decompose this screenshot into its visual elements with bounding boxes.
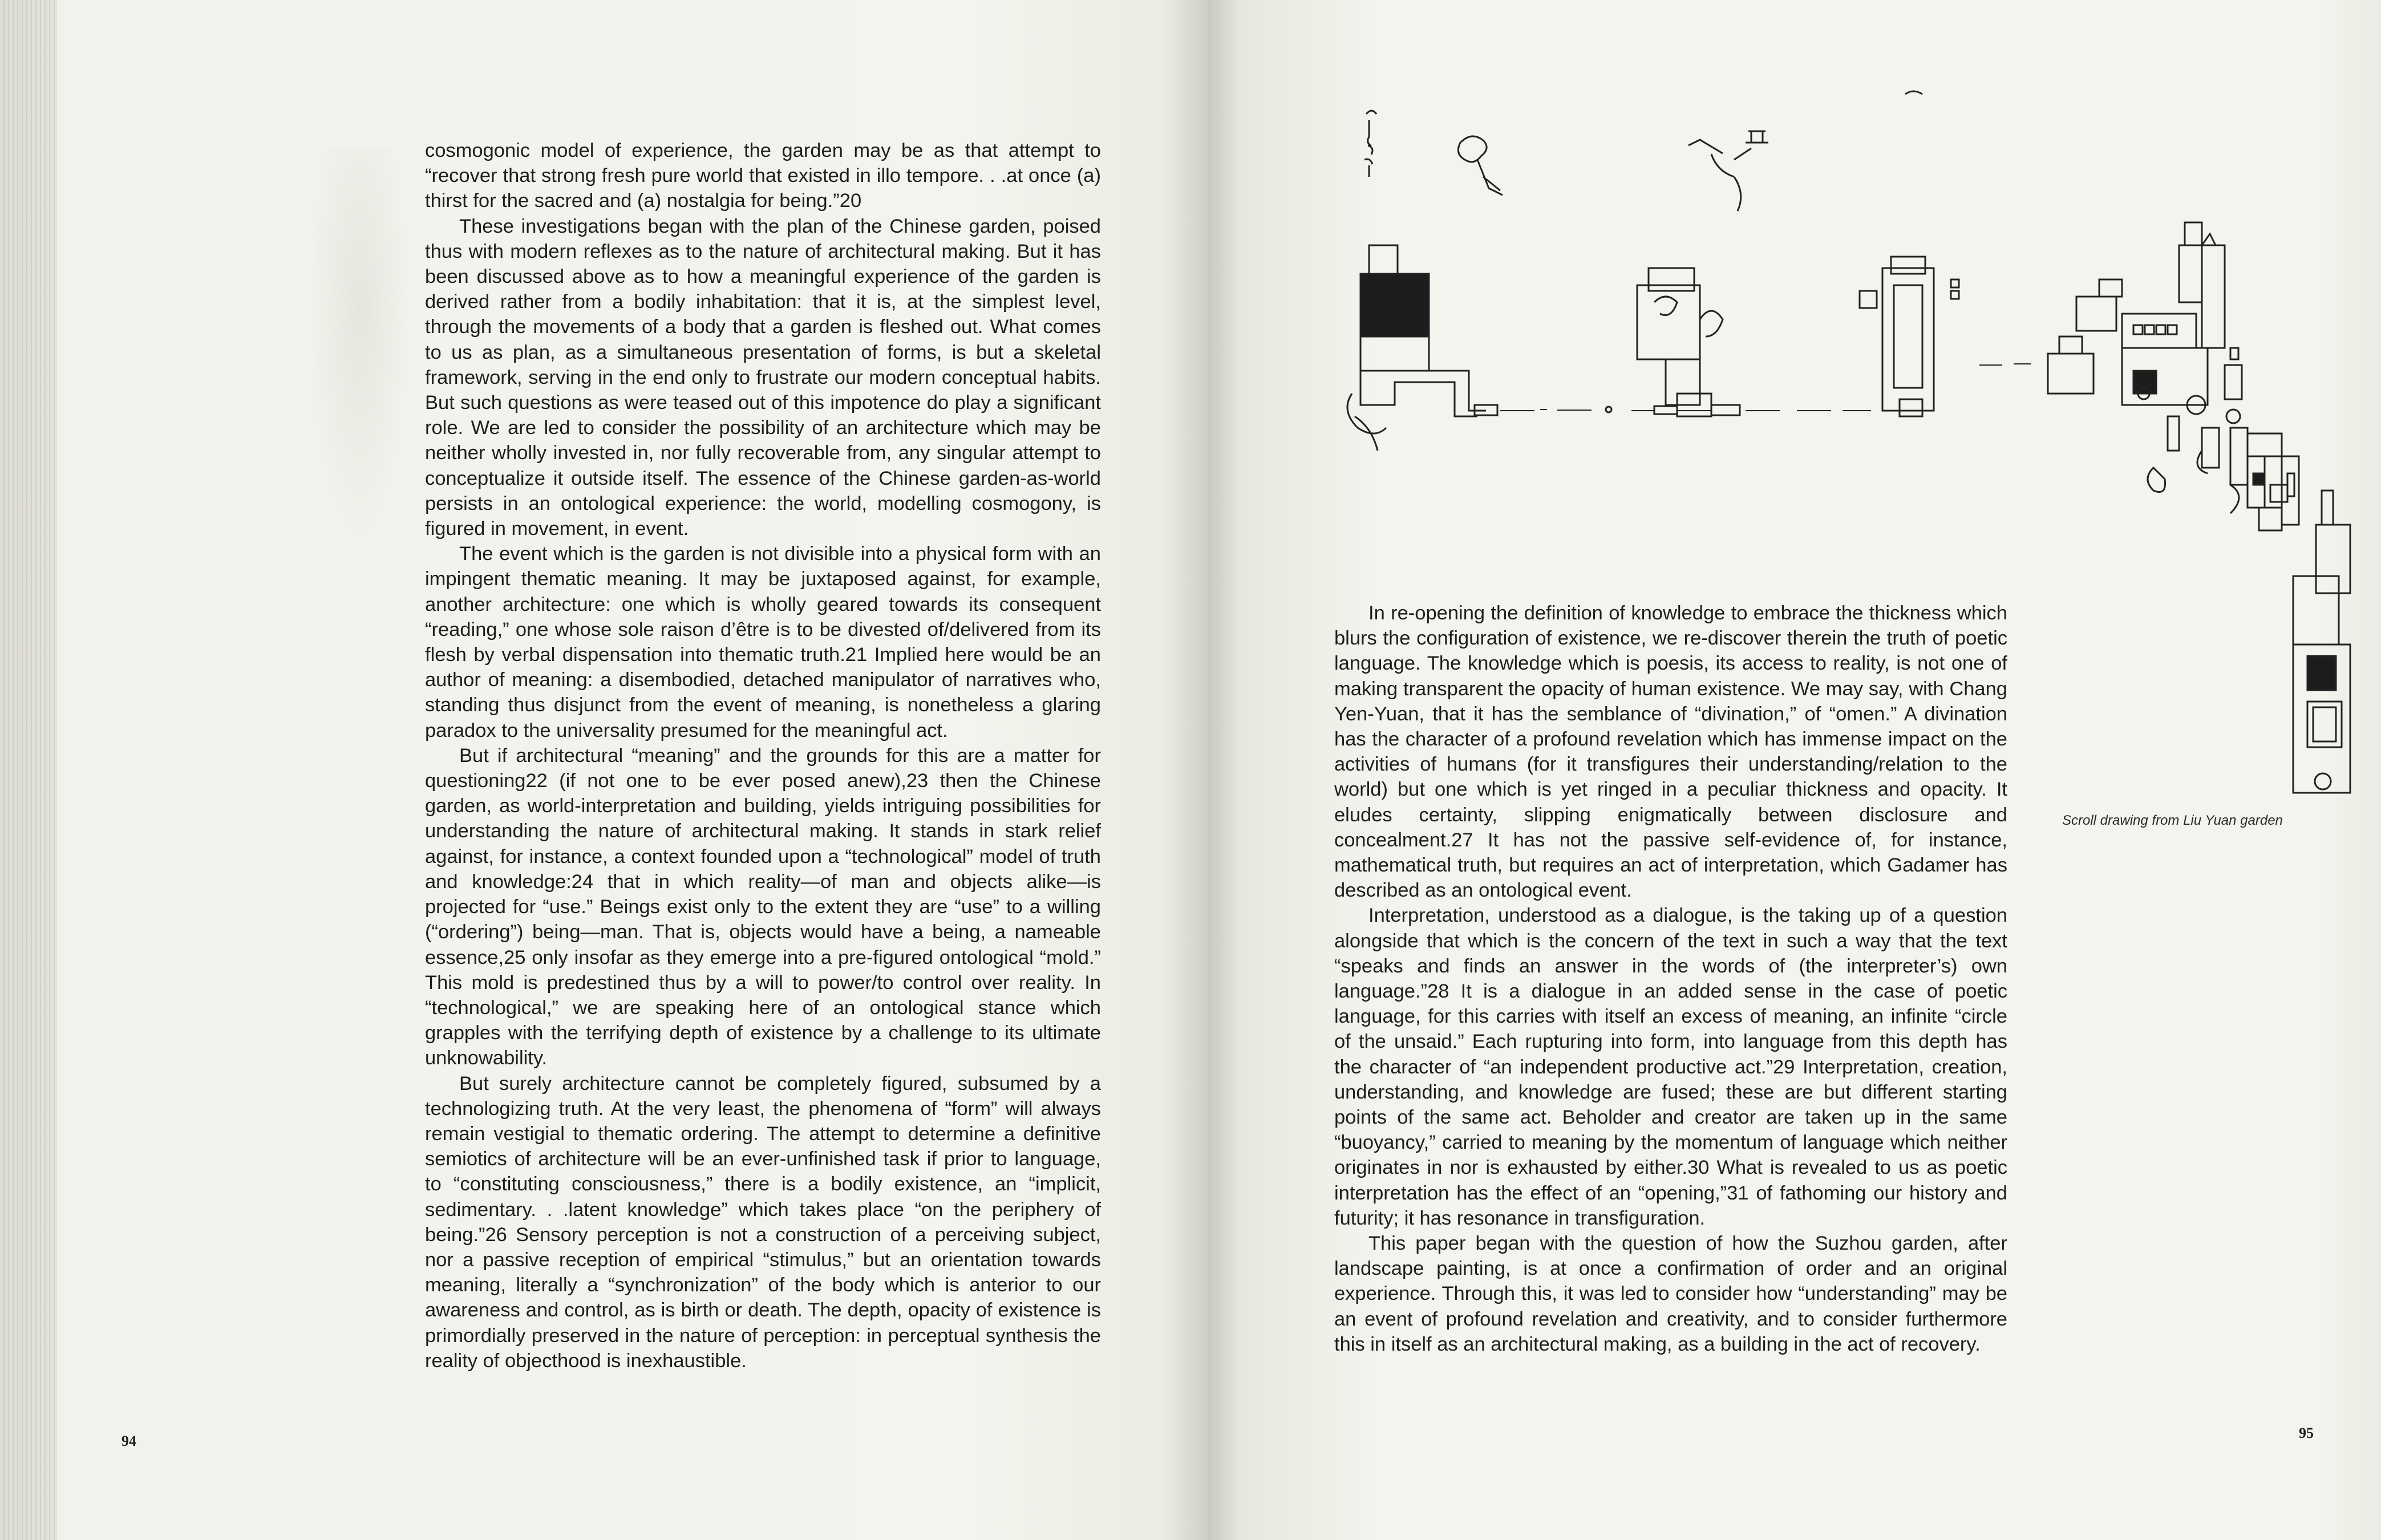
page-edges <box>0 0 57 1540</box>
left-paragraph-4: But if architectural “meaning” and the grounds for this are a matter for questioning22 (if not one to be ever posed anew),23 then the Chinese garden, as world-interpretation and building, yields intriguing possibilities for understanding the nature of architectural making. It stands in stark relief against, for instance, a context founded upon a “technological” model of truth and knowledge:24 that in which reality—of man and objects alike—is projected for “use.” Beings exist only to the extent they are “use” to a willing (“ordering”) being—man. That is, objects would have a being, a nameable essence,25 only insofar as they emerge into a pre-figured ontological “mold.” This mold is predestined thus by a will to power/to control over reality. In “technological,” we are speaking here of an ontological stance which grapples with the terrifying depth of existence by a challenge to its ultimate unknowability. <box>425 744 1101 1069</box>
figure-caption: Scroll drawing from Liu Yuan garden <box>2062 813 2283 828</box>
left-paragraph-1: cosmogonic model of experience, the garden may be as that attempt to “recover that strong fresh pure world that existed in illo tempore. . .at once (a) thirst for the sacred and (a) nostalgia for being.”20 <box>425 140 1101 212</box>
left-paragraph-5: But surely architecture cannot be completely figured, subsumed by a technologizing truth. At the very least, the phenomena of “form” will always remain vestigial to thematic ordering. The attempt to determine a definitive semiotics of architecture will be an ever-unfinished task if prior to language, to “constituting consciousness,” there is a bodily existence, an “implicit, sedimentary. . .latent knowledge” which takes place “on the periphery of being.”26 Sensory perception is not a construction of a perceiving subject, nor a passive reception of empirical “stimulus,” but an orientation towards meaning, literally a “synchronization” of the body which is anterior to our awareness and control, as is birth or death. The depth, opacity of existence is primordially preserved in the nature of perception: in perceptual synthesis the reality of objecthood is inexhaustible. <box>425 1072 1101 1372</box>
page-number-right: 95 <box>2299 1425 2314 1441</box>
left-paragraph-2: These investigations began with the plan of the Chinese garden, poised thus with modern reflexes as to the nature of architectural making. But it has been discussed above as to how a meaningful experience of the garden is derived rather from a bodily inhabitation: that it is, at the simplest level, through the movements of a body that a garden is fleshed out. What comes to us as plan, as a simultaneous presentation of forms, is but a skeletal framework, serving in the end only to frustrate our modern conceptual habits. But such questions as were teased out of this impotence do play a significant role. We are led to consider the possibility of an architecture which may be neither wholly invested in, nor fully recoverable from, any singular attempt to conceptualize it outside itself. The essence of the Chinese garden-as-world persists in an ontological experience: the world, modelling cosmogony, is figured in movement, in event. <box>425 215 1101 540</box>
left-text-column <box>425 138 1101 1373</box>
left-paragraph-3: The event which is the garden is not divisible into a physical form with an impingent thematic meaning. It may be juxtaposed against, for example, another architecture: one which is wholly geared towards its consequent “reading,” one whose sole raison d’être is to be divested of/delivered from its flesh by verbal dispensation into thematic truth.21 Implied here would be an author of meaning: a disembodied, detached manipulator of narratives who, standing thus disjunct from the event of meaning, is nonetheless a glaring paradox to the universality presumed for the meaningful act. <box>425 543 1101 741</box>
right-paragraph-2: Interpretation, understood as a dialogue, is the taking up of a question alongside that which is the concern of the text in such a way that the text “speaks and finds an answer in the words of (the interpreter’s) own language.”28 It is a dialogue in an added sense in the case of poetic language, for this carries with itself an excess of meaning, an infinite “circle of the unsaid.” Each rupturing into form, into language from this depth has the character of “an independent productive act.”29 Interpretation, creation, understanding, and knowledge are fused; these are but different starting points of the same act. Beholder and creator are taken up in the same “buoyancy,” carried to meaning by the momentum of language which neither originates in nor is exhausted by either.30 What is revealed to us as poetic interpretation has the effect of an “opening,”31 of fathoming our history and futurity; it has resonance in transfiguration. <box>1334 905 2007 1229</box>
show-through-shadow <box>308 148 411 548</box>
page-number-left: 94 <box>122 1433 136 1449</box>
right-text-column <box>1334 601 2007 1357</box>
right-paragraph-3: This paper began with the question of how the Suzhou garden, after landscape painting, is at once a confirmation of order and an original experience. Through this, it was led to consider how “understanding” may be an event of profound revelation and creativity, and to consider furthermore this in itself as an architectural making, as a building in the act of recovery. <box>1334 1233 2007 1355</box>
right-paragraph-1: In re-opening the definition of knowledge to embrace the thickness which blurs the configuration of existence, we re-discover therein the truth of poetic language. The knowledge which is poesis, its access to reality, is not one of making transparent the opacity of human existence. We may say, with Chang Yen-Yuan, that it has the semblance of “divination,” of “omen.” A divination has the character of a profound revelation which has immense impact on the activities of humans (for it transfigures their understanding/relation to the world) but one which is yet ringed in a peculiar thickness and opacity. It eludes certainty, slipping enigmatically between disclosure and concealment.27 It has not the passive self-evidence of, for instance, mathematical truth, but requires an act of interpretation, which Gadamer has described as an ontological event. <box>1334 602 2007 902</box>
